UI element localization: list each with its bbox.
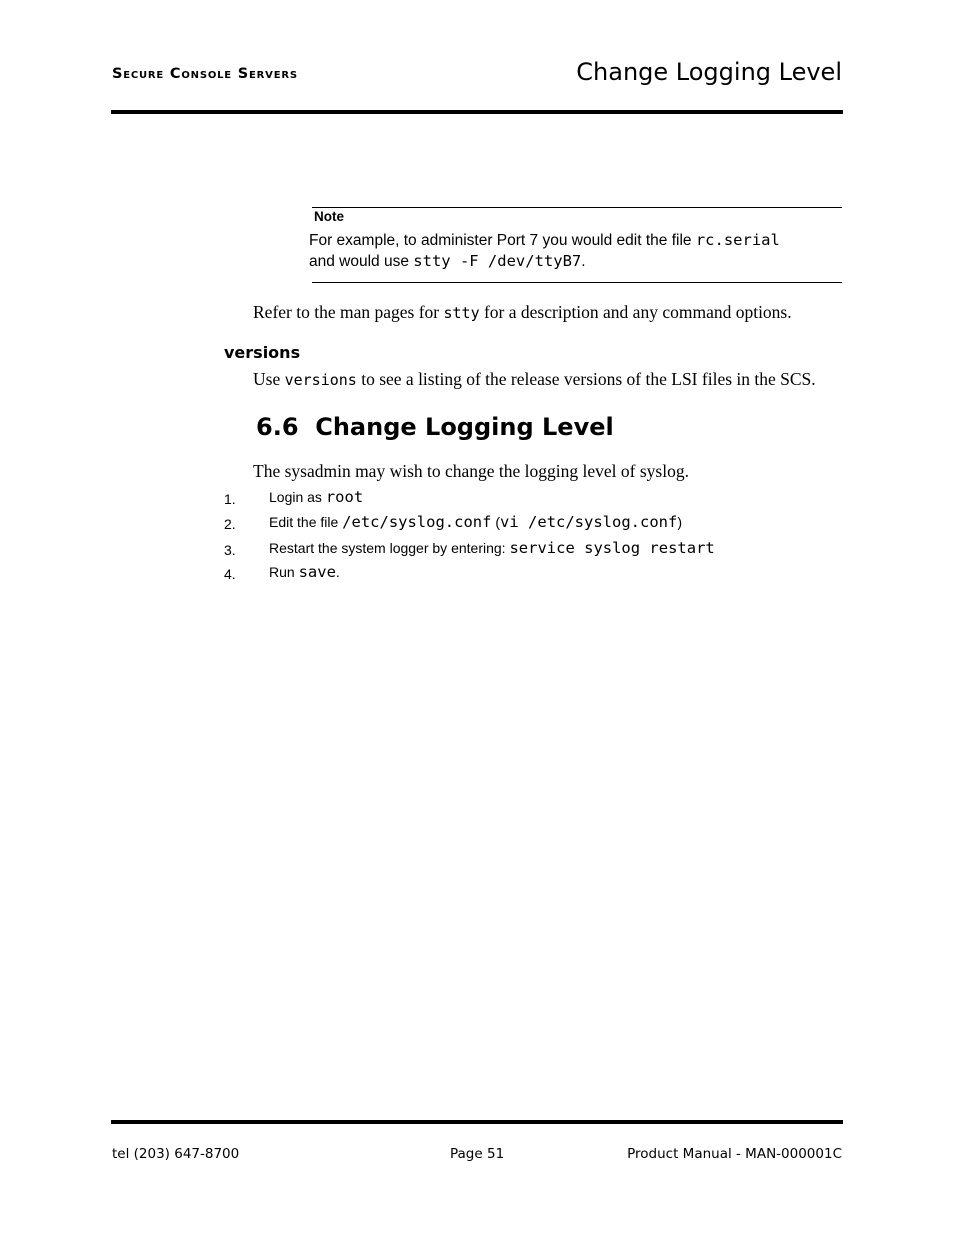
footer-manual-id: Product Manual - MAN-000001C	[627, 1146, 842, 1162]
step-text: Run	[269, 564, 299, 580]
note-line1-code: rc.serial	[695, 231, 780, 249]
step-text-end: )	[677, 514, 683, 530]
note-title: Note	[314, 209, 344, 224]
versions-heading: versions	[224, 343, 301, 362]
note-line2-text: and would use	[309, 253, 414, 270]
note-line-1	[309, 230, 844, 251]
note-line1-text: For example, to administer Port 7 you would edit the file	[309, 232, 696, 249]
step-code: root	[325, 488, 364, 506]
refer-text-before: Refer to the man pages for	[253, 302, 444, 322]
header-rule	[111, 110, 843, 114]
step-number: 4.	[224, 566, 236, 582]
list-item	[269, 513, 682, 531]
list-item	[269, 488, 363, 506]
step-code: service syslog restart	[509, 539, 715, 557]
note-line-2	[309, 251, 844, 272]
footer-page-number: Page 51	[450, 1146, 505, 1162]
step-number: 1.	[224, 491, 236, 507]
step-text: Login as	[269, 489, 326, 505]
step-code: /etc/syslog.conf	[342, 513, 492, 531]
section-title: 6.6 Change Logging Level	[256, 413, 614, 441]
refer-code: stty	[443, 304, 480, 322]
refer-paragraph	[253, 302, 792, 323]
running-header-title: Change Logging Level	[576, 58, 842, 86]
versions-paragraph	[253, 369, 816, 390]
step-text: Restart the system logger by entering:	[269, 540, 510, 556]
step-text-end: .	[335, 564, 340, 580]
section-intro: The sysadmin may wish to change the logging level of syslog.	[253, 461, 689, 481]
footer-phone: tel (203) 647-8700	[112, 1146, 240, 1162]
running-header-section: Secure Console Servers	[112, 66, 298, 82]
step-code: save	[298, 563, 336, 581]
versions-code: versions	[284, 371, 357, 389]
footer-rule	[111, 1120, 843, 1124]
note-line2-code: stty -F /dev/ttyB7	[413, 252, 582, 270]
refer-text-after: for a description and any command options.	[479, 302, 792, 322]
step-number: 2.	[224, 516, 236, 532]
list-item	[269, 539, 715, 557]
step-code-2: vi /etc/syslog.conf	[500, 513, 678, 531]
step-number: 3.	[224, 542, 236, 558]
step-text-mid: (	[491, 514, 501, 530]
note-line2-end: .	[581, 253, 586, 270]
note-bottom-rule	[312, 282, 842, 283]
versions-text-after: to see a listing of the release versions of the LSI files in the SCS.	[356, 369, 816, 389]
versions-text-before: Use	[253, 369, 285, 389]
note-body	[309, 230, 844, 272]
note-top-rule	[312, 207, 842, 208]
list-item	[269, 563, 340, 581]
step-text: Edit the file	[269, 514, 343, 530]
